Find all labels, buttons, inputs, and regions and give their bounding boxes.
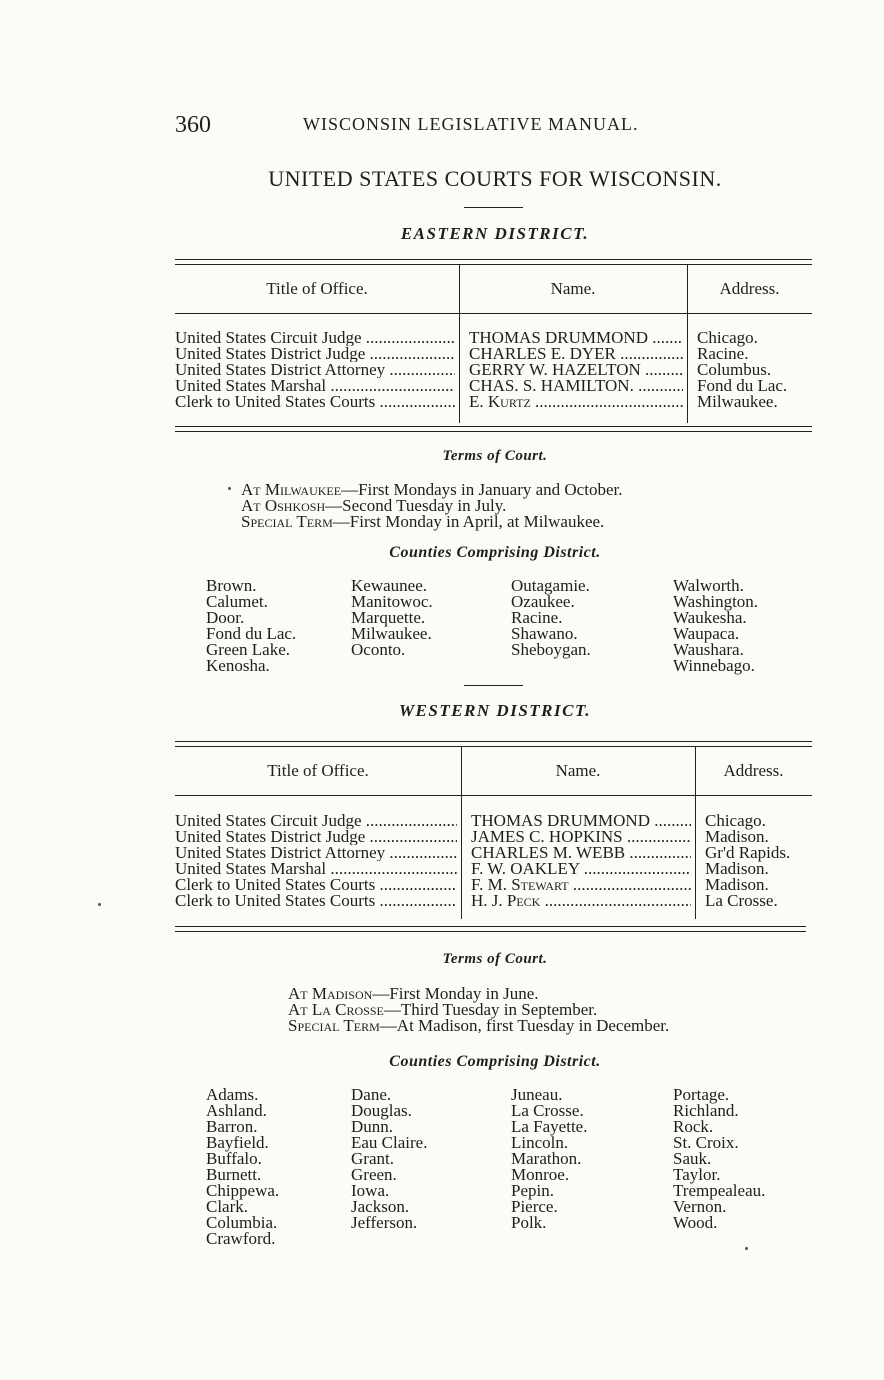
header-address: Address. — [719, 279, 780, 298]
county: Burnett. — [206, 1165, 262, 1184]
officer-name: F. M. Stewart ..... — [471, 877, 691, 893]
term-line — [241, 514, 622, 530]
western-counties-heading: Counties Comprising District. — [389, 1053, 601, 1070]
county: Vernon. — [673, 1197, 727, 1216]
officer-address: Milwaukee. — [697, 392, 778, 411]
divider — [464, 685, 523, 686]
officer-address: Fond du Lac. — [697, 376, 788, 395]
officer-name: E. Kurtz ..... — [469, 394, 683, 410]
officer-address: La Crosse. — [705, 891, 778, 910]
term-text: —First Monday in June. — [372, 984, 539, 1003]
county: Washington. — [673, 592, 759, 611]
western-terms — [288, 986, 669, 1034]
county: Manitowoc. — [351, 592, 433, 611]
running-title: WISCONSIN LEGISLATIVE MANUAL. — [303, 114, 639, 134]
county: La Fayette. — [511, 1117, 588, 1136]
table-top-rule — [175, 741, 812, 747]
county: Pierce. — [511, 1197, 558, 1216]
header-title-of-office: Title of Office. — [267, 761, 369, 780]
term-place: At La Crosse — [288, 1000, 384, 1019]
officer-name: CHARLES E. DYER ..... — [469, 346, 683, 362]
term-text: —Second Tuesday in July. — [325, 496, 507, 515]
eastern-terms-heading: Terms of Court. — [442, 448, 548, 464]
county: Kenosha. — [206, 656, 270, 675]
county: Marathon. — [511, 1149, 582, 1168]
header-title-of-office: Title of Office. — [266, 279, 368, 298]
county: Juneau. — [511, 1085, 563, 1104]
county: Waushara. — [673, 640, 744, 659]
office-title: United States Marshal ..... — [175, 378, 455, 394]
header-address: Address. — [723, 761, 784, 780]
county-column — [206, 1087, 279, 1247]
county: Green Lake. — [206, 640, 291, 659]
office-title: United States District Judge ..... — [175, 346, 455, 362]
county: St. Croix. — [673, 1133, 739, 1152]
officer-address: Chicago. — [697, 328, 758, 347]
county: Racine. — [511, 608, 563, 627]
county: Douglas. — [351, 1101, 412, 1120]
term-place: At Madison — [288, 984, 373, 1003]
county: Winnebago. — [673, 656, 755, 675]
county: Bayfield. — [206, 1133, 269, 1152]
county: Crawford. — [206, 1229, 276, 1248]
county: Clark. — [206, 1197, 249, 1216]
table-bottom-rule — [175, 926, 806, 932]
officer-address: Gr'd Rapids. — [705, 843, 791, 862]
term-text: —First Monday in April, at Milwaukee. — [332, 512, 605, 531]
page-title: UNITED STATES COURTS FOR WISCONSIN. — [268, 166, 722, 191]
county-column — [673, 578, 758, 674]
officer-name: F. W. OAKLEY ..... — [471, 861, 691, 877]
term-place: At Oshkosh — [241, 496, 326, 515]
county-column — [673, 1087, 765, 1231]
county: Calumet. — [206, 592, 268, 611]
county: Dane. — [351, 1085, 392, 1104]
county: Buffalo. — [206, 1149, 262, 1168]
officer-name: GERRY W. HAZELTON ..... — [469, 362, 683, 378]
term-line — [288, 1018, 669, 1034]
term-text: —Third Tuesday in September. — [383, 1000, 598, 1019]
county: Dunn. — [351, 1117, 394, 1136]
county: Kewaunee. — [351, 576, 427, 595]
county: Marquette. — [351, 608, 426, 627]
table-top-rule — [175, 259, 812, 265]
county: Portage. — [673, 1085, 730, 1104]
divider — [464, 207, 523, 208]
county: Shawano. — [511, 624, 578, 643]
eastern-district-heading: EASTERN DISTRICT. — [400, 224, 590, 243]
county-column — [511, 1087, 587, 1231]
county: Oconto. — [351, 640, 406, 659]
scan-speck — [228, 487, 231, 490]
table-row — [175, 394, 812, 410]
county: Door. — [206, 608, 245, 627]
county: Waupaca. — [673, 624, 740, 643]
county-column — [206, 578, 296, 674]
eastern-officers-table — [175, 259, 812, 435]
officer-name: THOMAS DRUMMOND ..... — [469, 330, 683, 346]
county: Outagamie. — [511, 576, 590, 595]
office-title: United States Circuit Judge ..... — [175, 813, 457, 829]
county: Grant. — [351, 1149, 394, 1168]
county: Monroe. — [511, 1165, 570, 1184]
county: Fond du Lac. — [206, 624, 297, 643]
office-title: United States Marshal ..... — [175, 861, 457, 877]
officer-name: H. J. Peck ..... — [471, 893, 691, 909]
office-title: United States Circuit Judge ..... — [175, 330, 455, 346]
county: Waukesha. — [673, 608, 747, 627]
term-place: Special Term — [288, 1016, 380, 1035]
term-text: —At Madison, first Tuesday in December. — [379, 1016, 670, 1035]
county: Milwaukee. — [351, 624, 432, 643]
officer-address: Madison. — [705, 827, 769, 846]
county: Lincoln. — [511, 1133, 569, 1152]
header-name: Name. — [550, 279, 596, 298]
county: Ozaukee. — [511, 592, 575, 611]
county: Barron. — [206, 1117, 258, 1136]
officer-address: Racine. — [697, 344, 749, 363]
county: Sheboygan. — [511, 640, 591, 659]
office-title: Clerk to United States Courts ..... — [175, 394, 455, 410]
county: Jackson. — [351, 1197, 410, 1216]
western-officers-table — [175, 741, 812, 936]
office-title: United States District Judge ..... — [175, 829, 457, 845]
county: Ashland. — [206, 1101, 267, 1120]
office-title: Clerk to United States Courts ..... — [175, 893, 457, 909]
office-title: United States District Attorney ..... — [175, 362, 455, 378]
county-column — [351, 578, 433, 658]
office-title: United States District Attorney ..... — [175, 845, 457, 861]
western-district-heading: WESTERN DISTRICT. — [398, 701, 592, 720]
county: Chippewa. — [206, 1181, 280, 1200]
county: Jefferson. — [351, 1213, 418, 1232]
officer-address: Chicago. — [705, 811, 766, 830]
header-rule — [175, 313, 812, 314]
term-place: At Milwaukee — [241, 480, 342, 499]
term-place: Special Term — [241, 512, 333, 531]
header-name: Name. — [555, 761, 601, 780]
county: Wood. — [673, 1213, 718, 1232]
table-bottom-rule — [175, 426, 812, 432]
table-row — [175, 893, 812, 909]
officer-name: CHAS. S. HAMILTON. ..... — [469, 378, 683, 394]
county: Polk. — [511, 1213, 547, 1232]
eastern-terms — [241, 482, 622, 530]
county: Sauk. — [673, 1149, 712, 1168]
county: Walworth. — [673, 576, 744, 595]
county: Brown. — [206, 576, 257, 595]
header-rule — [175, 795, 812, 796]
term-text: —First Mondays in January and October. — [341, 480, 623, 499]
officer-address: Madison. — [705, 859, 769, 878]
scan-speck — [745, 1247, 748, 1250]
county: Columbia. — [206, 1213, 278, 1232]
county: Pepin. — [511, 1181, 554, 1200]
county: Adams. — [206, 1085, 259, 1104]
county: Iowa. — [351, 1181, 390, 1200]
county: Eau Claire. — [351, 1133, 428, 1152]
county: Taylor. — [673, 1165, 721, 1184]
officer-address: Columbus. — [697, 360, 772, 379]
county: Green. — [351, 1165, 397, 1184]
eastern-counties-heading: Counties Comprising District. — [389, 544, 601, 561]
county-column — [511, 578, 591, 658]
county: La Crosse. — [511, 1101, 584, 1120]
officer-name: CHARLES M. WEBB ..... — [471, 845, 691, 861]
officer-name: JAMES C. HOPKINS ..... — [471, 829, 691, 845]
county-column — [351, 1087, 427, 1231]
running-header — [175, 112, 815, 142]
county: Rock. — [673, 1117, 714, 1136]
county: Richland. — [673, 1101, 739, 1120]
officer-name: THOMAS DRUMMOND ..... — [471, 813, 691, 829]
page-number: 360 — [175, 112, 211, 138]
office-title: Clerk to United States Courts ..... — [175, 877, 457, 893]
county: Trempealeau. — [673, 1181, 766, 1200]
officer-address: Madison. — [705, 875, 769, 894]
scan-speck — [98, 903, 101, 906]
western-terms-heading: Terms of Court. — [442, 951, 548, 967]
